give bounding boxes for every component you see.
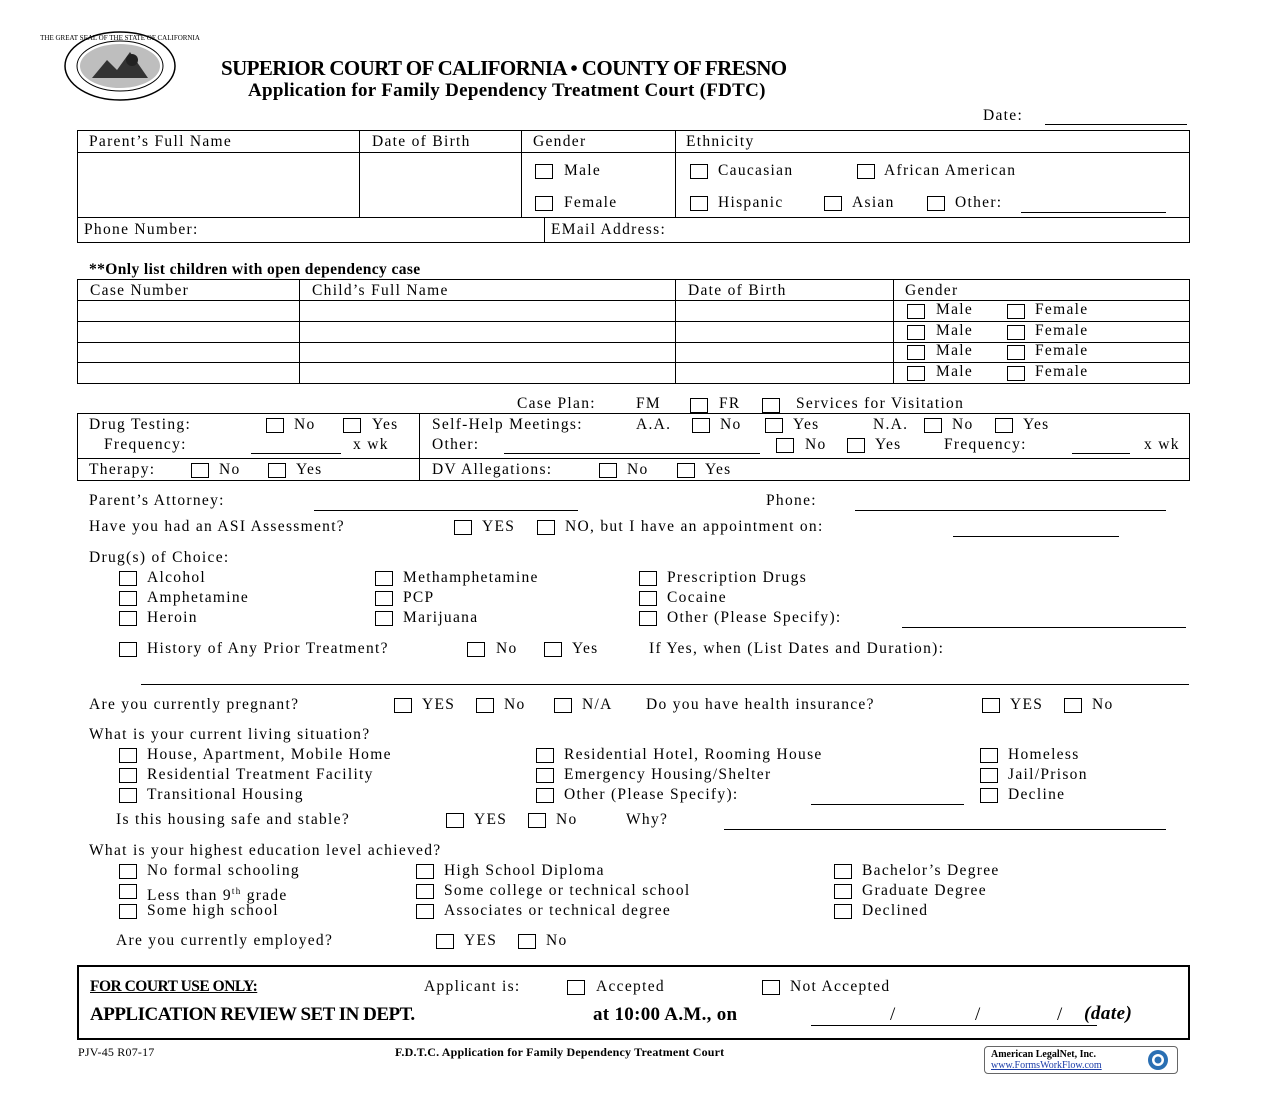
history-checkbox[interactable]: [119, 642, 137, 657]
employed-yes-label: YES: [464, 932, 498, 949]
housing-why-label: Why?: [626, 811, 669, 828]
gender-female-label: Female: [564, 194, 618, 211]
col-child-gender: Gender: [905, 282, 959, 299]
children-note: **Only list children with open dependency case: [89, 261, 421, 278]
na-yes-checkbox[interactable]: [995, 418, 1013, 433]
drug-cocaine-checkbox[interactable]: [639, 591, 657, 606]
parent-col-divider: [521, 130, 522, 217]
seal-text: THE GREAT SEAL OF THE STATE OF CALIFORNIA: [40, 34, 200, 42]
child-3-female-checkbox[interactable]: [1007, 345, 1025, 360]
case-plan-fr-checkbox[interactable]: [762, 398, 780, 413]
education-question: What is your highest education level achieved?: [89, 842, 442, 859]
case-plan-fm-checkbox[interactable]: [690, 398, 708, 413]
child-1-male-label: Male: [936, 301, 974, 318]
eth-african-american-checkbox[interactable]: [857, 164, 875, 179]
other-no-checkbox[interactable]: [776, 438, 794, 453]
child-2-male-label: Male: [936, 322, 974, 339]
insurance-no-checkbox[interactable]: [1064, 698, 1082, 713]
applicant-is-label: Applicant is:: [424, 978, 521, 995]
drug-testing-xwk: x wk: [353, 436, 389, 453]
drug-amphetamine-checkbox[interactable]: [119, 591, 137, 606]
edu-less9-checkbox[interactable]: [119, 884, 137, 899]
child-2-female-label: Female: [1035, 322, 1089, 339]
eth-other-field[interactable]: [1021, 212, 1166, 213]
services-col-divider: [419, 413, 420, 481]
other-yes-label: Yes: [875, 436, 902, 453]
review-date-field[interactable]: [811, 1025, 1097, 1026]
edu-associates-label: Associates or technical degree: [444, 902, 672, 919]
parent-row-line: [77, 217, 1190, 218]
pregnancy-na-checkbox[interactable]: [554, 698, 572, 713]
court-not-accepted-checkbox[interactable]: [762, 980, 780, 995]
parent-header-line: [77, 152, 1190, 153]
aa-no-checkbox[interactable]: [692, 418, 710, 433]
child-1-female-checkbox[interactable]: [1007, 304, 1025, 319]
children-row-line: [77, 342, 1190, 343]
child-2-female-checkbox[interactable]: [1007, 325, 1025, 340]
living-house-label: House, Apartment, Mobile Home: [147, 746, 392, 763]
employed-yes-checkbox[interactable]: [436, 934, 454, 949]
living-transitional-checkbox[interactable]: [119, 788, 137, 803]
vendor-url[interactable]: www.FormsWorkFlow.com: [991, 1060, 1102, 1071]
self-help-other-field[interactable]: [504, 453, 760, 454]
employed-question: Are you currently employed?: [116, 932, 334, 949]
living-other-field[interactable]: [811, 804, 964, 805]
col-parent-ethnicity: Ethnicity: [686, 133, 755, 150]
edu-less9-sup: th: [231, 886, 242, 896]
edu-diploma-checkbox[interactable]: [416, 864, 434, 879]
child-1-female-label: Female: [1035, 301, 1089, 318]
self-help-other-label: Other:: [432, 436, 480, 453]
dv-no-label: No: [627, 461, 649, 478]
edu-associates-checkbox[interactable]: [416, 904, 434, 919]
edu-some-college-checkbox[interactable]: [416, 884, 434, 899]
living-jail-label: Jail/Prison: [1008, 766, 1088, 783]
therapy-no-label: No: [219, 461, 241, 478]
housing-safe-no-checkbox[interactable]: [528, 813, 546, 828]
eth-african-american-label: African American: [884, 162, 1017, 179]
living-decline-checkbox[interactable]: [980, 788, 998, 803]
date-slash-2: /: [975, 1004, 982, 1025]
edu-less9-text: Less than 9: [147, 887, 232, 905]
living-other-checkbox[interactable]: [536, 788, 554, 803]
living-homeless-label: Homeless: [1008, 746, 1080, 763]
child-3-male-label: Male: [936, 342, 974, 359]
dv-yes-label: Yes: [705, 461, 732, 478]
edu-declined-label: Declined: [862, 902, 929, 919]
col-parent-name: Parent’s Full Name: [89, 133, 233, 150]
gender-female-checkbox[interactable]: [535, 196, 553, 211]
vendor-logo-icon: [1143, 1048, 1173, 1072]
drugs-label: Drug(s) of Choice:: [89, 549, 230, 566]
drug-pcp-label: PCP: [403, 589, 435, 606]
self-help-xwk: x wk: [1144, 436, 1180, 453]
housing-safe-question: Is this housing safe and stable?: [116, 811, 351, 828]
self-help-frequency-label: Frequency:: [944, 436, 1027, 453]
na-no-checkbox[interactable]: [924, 418, 942, 433]
vendor-badge: [984, 1046, 1178, 1074]
col-case-number: Case Number: [90, 282, 190, 299]
review-time-label: at 10:00 A.M., on: [593, 1004, 738, 1025]
employed-no-label: No: [546, 932, 568, 949]
drug-alcohol-checkbox[interactable]: [119, 571, 137, 586]
housing-why-field[interactable]: [724, 829, 1166, 830]
drug-amphetamine-label: Amphetamine: [147, 589, 250, 606]
drug-other-checkbox[interactable]: [639, 611, 657, 626]
living-hotel-checkbox[interactable]: [536, 748, 554, 763]
therapy-yes-checkbox[interactable]: [268, 463, 286, 478]
footer-title: F.D.T.C. Application for Family Dependency Treatment Court: [395, 1045, 725, 1059]
edu-some-high-label: Some high school: [147, 902, 279, 919]
aa-yes-label: Yes: [793, 416, 820, 433]
parent-col-divider: [359, 130, 360, 217]
col-child-name: Child’s Full Name: [312, 282, 449, 299]
edu-bachelors-label: Bachelor’s Degree: [862, 862, 1000, 879]
living-house-checkbox[interactable]: [119, 748, 137, 763]
child-4-male-label: Male: [936, 363, 974, 380]
edu-none-label: No formal schooling: [147, 862, 300, 879]
living-question: What is your current living situation?: [89, 726, 371, 743]
living-decline-label: Decline: [1008, 786, 1066, 803]
employed-no-checkbox[interactable]: [518, 934, 536, 949]
court-accepted-label: Accepted: [596, 978, 665, 995]
edu-graduate-label: Graduate Degree: [862, 882, 987, 899]
edu-diploma-label: High School Diploma: [444, 862, 605, 879]
child-3-female-label: Female: [1035, 342, 1089, 359]
edu-some-college-label: Some college or technical school: [444, 882, 691, 899]
history-no-checkbox[interactable]: [467, 642, 485, 657]
eth-caucasian-label: Caucasian: [718, 162, 794, 179]
asi-question: Have you had an ASI Assessment?: [89, 518, 345, 535]
state-seal: [40, 30, 200, 102]
children-row-line: [77, 321, 1190, 322]
children-row-line: [77, 300, 1190, 301]
court-use-label: FOR COURT USE ONLY:: [90, 978, 258, 995]
living-hotel-label: Residential Hotel, Rooming House: [564, 746, 823, 763]
living-jail-checkbox[interactable]: [980, 768, 998, 783]
drug-meth-checkbox[interactable]: [375, 571, 393, 586]
court-accepted-checkbox[interactable]: [567, 980, 585, 995]
history-question: History of Any Prior Treatment?: [147, 640, 389, 657]
drug-marijuana-label: Marijuana: [403, 609, 479, 626]
insurance-no-label: No: [1092, 696, 1114, 713]
review-label: APPLICATION REVIEW SET IN DEPT.: [90, 1004, 415, 1025]
child-3-male-checkbox[interactable]: [907, 345, 925, 360]
date-field[interactable]: [1045, 124, 1187, 125]
date-label: Date:: [983, 107, 1024, 124]
dv-no-checkbox[interactable]: [599, 463, 617, 478]
living-transitional-label: Transitional Housing: [147, 786, 304, 803]
eth-caucasian-checkbox[interactable]: [690, 164, 708, 179]
living-residential-treatment-label: Residential Treatment Facility: [147, 766, 374, 783]
child-4-female-label: Female: [1035, 363, 1089, 380]
case-plan-label: Case Plan:: [517, 395, 596, 412]
eth-other-checkbox[interactable]: [927, 196, 945, 211]
self-help-aa: A.A.: [636, 416, 672, 433]
drug-other-field[interactable]: [902, 627, 1186, 628]
drug-pcp-checkbox[interactable]: [375, 591, 393, 606]
therapy-yes-label: Yes: [296, 461, 323, 478]
self-help-na: N.A.: [873, 416, 909, 433]
parent-col-divider: [675, 130, 676, 217]
vendor-name: American LegalNet, Inc.: [991, 1049, 1096, 1060]
children-col-divider: [675, 279, 676, 384]
drug-testing-label: Drug Testing:: [89, 416, 192, 433]
history-yes-checkbox[interactable]: [544, 642, 562, 657]
therapy-label: Therapy:: [89, 461, 156, 478]
other-no-label: No: [805, 436, 827, 453]
form-title: Application for Family Dependency Treatment Court (FDTC): [248, 80, 766, 101]
housing-safe-no-label: No: [556, 811, 578, 828]
children-col-divider: [893, 279, 894, 384]
eth-other-label: Other:: [955, 194, 1003, 211]
therapy-no-checkbox[interactable]: [191, 463, 209, 478]
col-child-dob: Date of Birth: [688, 282, 787, 299]
child-1-male-checkbox[interactable]: [907, 304, 925, 319]
email-label: EMail Address:: [551, 221, 667, 238]
drug-heroin-label: Heroin: [147, 609, 198, 626]
phone-number-label: Phone Number:: [84, 221, 199, 238]
eth-hispanic-checkbox[interactable]: [690, 196, 708, 211]
other-yes-checkbox[interactable]: [847, 438, 865, 453]
child-4-female-checkbox[interactable]: [1007, 366, 1025, 381]
drug-other-label: Other (Please Specify):: [667, 609, 842, 626]
housing-safe-yes-checkbox[interactable]: [446, 813, 464, 828]
pregnancy-no-checkbox[interactable]: [476, 698, 494, 713]
child-4-male-checkbox[interactable]: [907, 366, 925, 381]
drug-testing-yes-checkbox[interactable]: [343, 418, 361, 433]
insurance-yes-checkbox[interactable]: [982, 698, 1000, 713]
attorney-field[interactable]: [314, 510, 578, 511]
edu-bachelors-checkbox[interactable]: [834, 864, 852, 879]
asi-yes-checkbox[interactable]: [454, 520, 472, 535]
pregnancy-no-label: No: [504, 696, 526, 713]
living-homeless-checkbox[interactable]: [980, 748, 998, 763]
edu-some-high-checkbox[interactable]: [119, 904, 137, 919]
form-id: PJV-45 R07-17: [78, 1045, 155, 1059]
pregnancy-yes-checkbox[interactable]: [394, 698, 412, 713]
gender-male-label: Male: [564, 162, 602, 179]
drug-testing-no-checkbox[interactable]: [266, 418, 284, 433]
col-parent-dob: Date of Birth: [372, 133, 471, 150]
case-plan-fm: FM: [636, 395, 662, 412]
drug-marijuana-checkbox[interactable]: [375, 611, 393, 626]
self-help-frequency-field[interactable]: [1072, 453, 1130, 454]
case-plan-visitation: Services for Visitation: [796, 395, 965, 412]
living-residential-treatment-checkbox[interactable]: [119, 768, 137, 783]
attorney-phone-field[interactable]: [855, 510, 1166, 511]
asi-no-checkbox[interactable]: [537, 520, 555, 535]
insurance-question: Do you have health insurance?: [646, 696, 875, 713]
services-row-line: [77, 458, 1190, 459]
date-slash-3: /: [1057, 1004, 1064, 1025]
date-slash-1: /: [890, 1004, 897, 1025]
living-emergency-checkbox[interactable]: [536, 768, 554, 783]
housing-safe-yes-label: YES: [474, 811, 508, 828]
dv-allegations-label: DV Allegations:: [432, 461, 553, 478]
pregnancy-question: Are you currently pregnant?: [89, 696, 300, 713]
drug-meth-label: Methamphetamine: [403, 569, 539, 586]
drug-testing-yes-label: Yes: [372, 416, 399, 433]
drug-cocaine-label: Cocaine: [667, 589, 727, 606]
pregnancy-yes-label: YES: [422, 696, 456, 713]
case-plan-fr: FR: [719, 395, 741, 412]
court-not-accepted-label: Not Accepted: [790, 978, 891, 995]
history-if-yes-label: If Yes, when (List Dates and Duration):: [649, 640, 945, 657]
court-use-box: [77, 965, 1190, 1040]
edu-graduate-checkbox[interactable]: [834, 884, 852, 899]
pregnancy-na-label: N/A: [582, 696, 613, 713]
drug-testing-no-label: No: [294, 416, 316, 433]
child-2-male-checkbox[interactable]: [907, 325, 925, 340]
living-other-label: Other (Please Specify):: [564, 786, 739, 803]
na-no-label: No: [952, 416, 974, 433]
asi-no-label: NO, but I have an appointment on:: [565, 518, 824, 535]
date-hint: (date): [1084, 1003, 1133, 1024]
drug-prescription-checkbox[interactable]: [639, 571, 657, 586]
edu-less9-post: grade: [241, 887, 288, 905]
edu-none-checkbox[interactable]: [119, 864, 137, 879]
history-yes-label: Yes: [572, 640, 599, 657]
history-no-label: No: [496, 640, 518, 657]
children-row-line: [77, 362, 1190, 363]
drug-testing-frequency-field[interactable]: [251, 453, 341, 454]
edu-declined-checkbox[interactable]: [834, 904, 852, 919]
drug-prescription-label: Prescription Drugs: [667, 569, 808, 586]
aa-no-label: No: [720, 416, 742, 433]
phone-email-divider: [544, 217, 545, 243]
eth-hispanic-label: Hispanic: [718, 194, 784, 211]
eth-asian-label: Asian: [852, 194, 895, 211]
asi-yes-label: YES: [482, 518, 516, 535]
eth-asian-checkbox[interactable]: [824, 196, 842, 211]
living-emergency-label: Emergency Housing/Shelter: [564, 766, 772, 783]
aa-yes-checkbox[interactable]: [765, 418, 783, 433]
court-name: SUPERIOR COURT OF CALIFORNIA • COUNTY OF FRESNO: [221, 56, 787, 80]
na-yes-label: Yes: [1023, 416, 1050, 433]
insurance-yes-label: YES: [1010, 696, 1044, 713]
drug-alcohol-label: Alcohol: [147, 569, 207, 586]
attorney-label: Parent’s Attorney:: [89, 492, 225, 509]
attorney-phone-label: Phone:: [766, 492, 817, 509]
drug-heroin-checkbox[interactable]: [119, 611, 137, 626]
self-help-label: Self-Help Meetings:: [432, 416, 583, 433]
dv-yes-checkbox[interactable]: [677, 463, 695, 478]
asi-appointment-field[interactable]: [953, 536, 1119, 537]
children-col-divider: [299, 279, 300, 384]
drug-testing-frequency-label: Frequency:: [104, 436, 187, 453]
history-dates-field[interactable]: [141, 684, 1189, 685]
col-parent-gender: Gender: [533, 133, 587, 150]
gender-male-checkbox[interactable]: [535, 164, 553, 179]
